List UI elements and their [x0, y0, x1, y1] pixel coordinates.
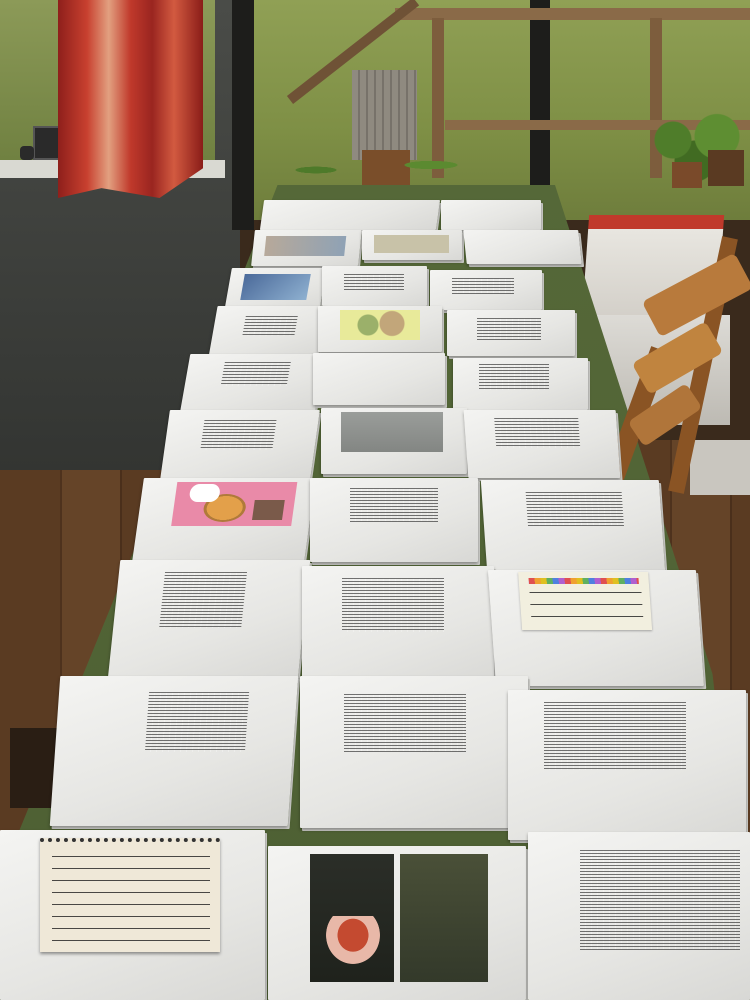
figurine [20, 146, 34, 160]
manuscript-page [260, 200, 440, 230]
image-page [251, 230, 362, 266]
manuscript-page [447, 310, 575, 356]
manuscript-page [322, 266, 427, 306]
door-frame-left [232, 0, 254, 230]
image-page [362, 230, 462, 260]
wooden-chair [625, 235, 750, 495]
manuscript-page [300, 676, 528, 828]
manuscript-page [488, 570, 704, 686]
manuscript-page [508, 690, 746, 840]
manuscript-page [481, 480, 665, 572]
manuscript-page [310, 478, 478, 562]
manuscript-page [528, 832, 750, 1000]
manuscript-page [108, 560, 311, 680]
manuscript-page [441, 200, 541, 230]
manuscript-page [208, 306, 327, 358]
manuscript-page [453, 358, 588, 410]
collage-page [132, 478, 316, 562]
plant-pot [672, 162, 702, 188]
manuscript-page [50, 676, 298, 826]
image-page [318, 306, 442, 352]
manuscript-page [430, 270, 542, 310]
manuscript-page [180, 354, 326, 414]
manuscript-page [302, 566, 494, 686]
red-curtain [58, 0, 203, 198]
manuscript-page [160, 410, 320, 480]
image-page [321, 408, 467, 474]
garden-plants [270, 140, 500, 190]
notebook-page [0, 830, 265, 1000]
manuscript-page [463, 230, 582, 264]
deck-railing [395, 8, 750, 20]
manuscript-page [313, 353, 445, 405]
photo-page [268, 846, 526, 1000]
plant-pot [708, 150, 744, 186]
manuscript-page [464, 410, 621, 478]
